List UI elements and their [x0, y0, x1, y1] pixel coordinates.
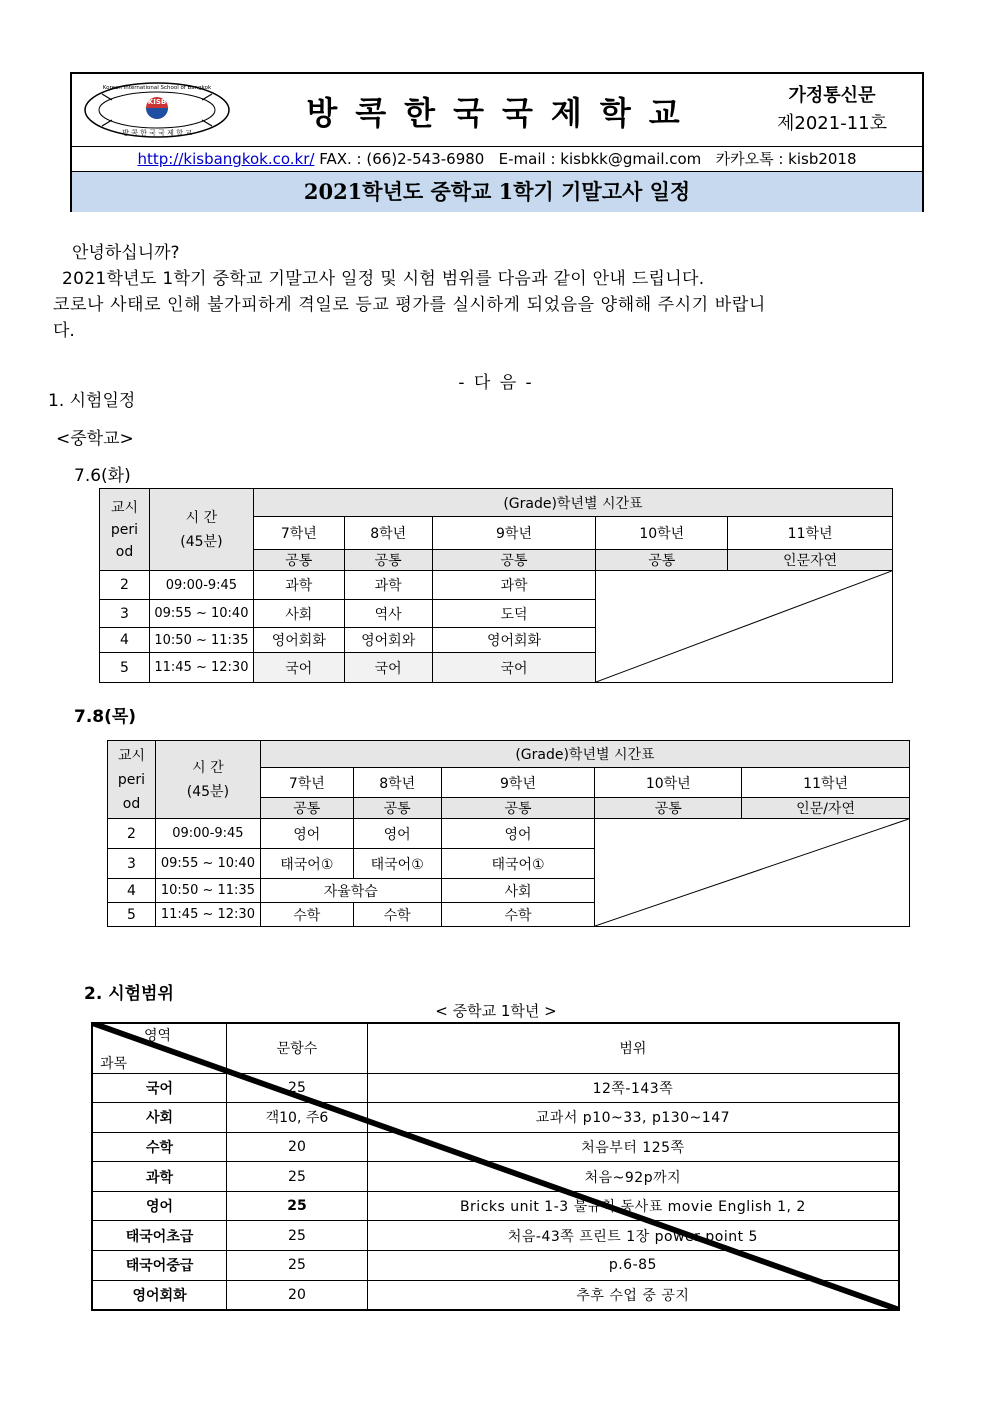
subject-cell: 영어회와 [344, 628, 432, 653]
newsletter-info [762, 82, 902, 138]
period-cell: 2 [108, 819, 156, 849]
period-cell: 5 [100, 653, 150, 683]
period-cell: 4 [108, 879, 156, 903]
time-cell: 10:50 ~ 11:35 [149, 628, 253, 653]
section-1-title: 1. 시험일정 [48, 391, 136, 411]
subject-cell: 과학 [92, 1162, 227, 1192]
range-cell: Bricks unit 1-3 불규칙 동사표 movie English 1, 2 [367, 1191, 899, 1221]
range-cell: p.6-85 [367, 1251, 899, 1281]
range-cell: 처음~92p까지 [367, 1162, 899, 1192]
header-grade: (Grade)학년별 시간표 [260, 741, 909, 768]
header-count: 문항수 [227, 1023, 368, 1073]
logo-center-text: KISB [147, 98, 167, 106]
subject-cell: 국어 [253, 653, 344, 683]
period-cell: 3 [108, 849, 156, 879]
subject-cell: 사회 [92, 1103, 227, 1133]
subject-cell: 수학 [260, 903, 353, 927]
subject-cell: 사회 [441, 879, 595, 903]
grade-header: 9학년 [441, 768, 595, 798]
track-header: 인문/자연 [742, 798, 910, 819]
track-header: 공통 [353, 798, 441, 819]
grade-header: 8학년 [353, 768, 441, 798]
range-caption: < 중학교 1학년 > [435, 1002, 557, 1020]
header-time: 시 간 (45분) [149, 489, 253, 571]
grade-header: 7학년 [253, 517, 344, 550]
range-cell: 처음-43쪽 프린트 1장 power point 5 [367, 1221, 899, 1251]
subject-cell: 국어 [92, 1073, 227, 1103]
subject-cell: 사회 [253, 600, 344, 628]
subject-cell: 과학 [253, 571, 344, 600]
subject-cell: 수학 [353, 903, 441, 927]
track-header: 공통 [595, 798, 742, 819]
subject-cell: 수학 [441, 903, 595, 927]
intro-line-1: 2021학년도 1학기 중학교 기말고사 일정 및 시험 범위를 다음과 같이 안내 드립니다. [62, 269, 705, 289]
school-name: 방콕한국국제학교 [306, 94, 698, 132]
time-cell: 10:50 ~ 11:35 [155, 879, 260, 903]
intro-line-2: 코로나 사태로 인해 불가피하게 격일로 등교 평가를 실시하게 되었음을 양해해 주시기 바랍니 [53, 295, 766, 315]
track-header: 공통 [596, 550, 728, 571]
time-cell: 09:00-9:45 [155, 819, 260, 849]
header-grade: (Grade)학년별 시간표 [253, 489, 892, 517]
contact-row [72, 147, 922, 172]
schedule-row [108, 819, 910, 849]
count-cell: 25 [227, 1162, 368, 1192]
empty-diagonal-cell [595, 819, 910, 927]
track-header: 인문자연 [728, 550, 893, 571]
header-period: 교시 period [108, 741, 156, 819]
issue-number: 제2021-11호 [777, 113, 887, 134]
subject-cell: 과학 [344, 571, 432, 600]
subject-cell: 역사 [344, 600, 432, 628]
count-cell: 20 [227, 1132, 368, 1162]
period-cell: 2 [100, 571, 150, 600]
header-area: 영역 [144, 1028, 172, 1044]
logo-bottom-text: 방 콕 한 국 국 제 학 교 [122, 129, 192, 137]
track-header: 공통 [432, 550, 596, 571]
schedule-table-day1 [99, 488, 893, 683]
range-table [91, 1022, 900, 1311]
grade-header: 8학년 [344, 517, 432, 550]
track-header: 공통 [344, 550, 432, 571]
subject-cell: 과학 [432, 571, 596, 600]
empty-diagonal-cell [596, 571, 893, 683]
track-header: 공통 [441, 798, 595, 819]
track-header: 공통 [253, 550, 344, 571]
time-cell: 09:55 ~ 10:40 [155, 849, 260, 879]
school-logo [82, 80, 232, 140]
contact-info: FAX. : (66)2-543-6980 E-mail : kisbkk@gmail.com 카카오톡 : kisb2018 [319, 150, 857, 168]
time-cell: 09:55 ~ 10:40 [149, 600, 253, 628]
subject-cell: 태국어① [353, 849, 441, 879]
website-link[interactable]: http://kisbangkok.co.kr/ [137, 150, 315, 168]
count-cell: 20 [227, 1280, 368, 1310]
section-1-sub: <중학교> [56, 429, 134, 449]
time-cell: 09:00-9:45 [149, 571, 253, 600]
subject-cell: 자율학습 [260, 879, 441, 903]
grade-header: 7학년 [260, 768, 353, 798]
period-cell: 5 [108, 903, 156, 927]
header-area-subject [92, 1023, 227, 1073]
range-cell: 처음부터 125쪽 [367, 1132, 899, 1162]
day1-date: 7.6(화) [74, 466, 131, 486]
grade-header: 9학년 [432, 517, 596, 550]
subject-cell: 영어회화 [253, 628, 344, 653]
document-title: 2021학년도 중학교 1학기 기말고사 일정 [72, 172, 922, 212]
grade-header: 10학년 [596, 517, 728, 550]
period-cell: 4 [100, 628, 150, 653]
subject-cell: 태국어중급 [92, 1251, 227, 1281]
subject-cell: 태국어① [441, 849, 595, 879]
time-cell: 11:45 ~ 12:30 [155, 903, 260, 927]
count-cell: 25 [227, 1251, 368, 1281]
header-top-row [72, 74, 922, 147]
newsletter-header [70, 72, 924, 212]
grade-header: 11학년 [728, 517, 893, 550]
header-range: 범위 [367, 1023, 899, 1073]
header-period: 교시 period [100, 489, 150, 571]
count-cell: 25 [227, 1221, 368, 1251]
subject-cell: 영어 [260, 819, 353, 849]
subject-cell: 수학 [92, 1132, 227, 1162]
track-header: 공통 [260, 798, 353, 819]
subject-cell: 영어 [441, 819, 595, 849]
intro-line-3: 다. [53, 321, 75, 341]
subject-cell: 도덕 [432, 600, 596, 628]
subject-cell: 국어 [344, 653, 432, 683]
range-cell: 교과서 p10~33, p130~147 [367, 1103, 899, 1133]
schedule-row [100, 571, 893, 600]
subject-cell: 국어 [432, 653, 596, 683]
logo-top-text: Korean International School of Bangkok [102, 85, 212, 91]
count-cell: 25 [227, 1073, 368, 1103]
section-2-title: 2. 시험범위 [84, 984, 174, 1004]
header-time: 시 간 (45분) [155, 741, 260, 819]
day2-date: 7.8(목) [74, 707, 137, 727]
range-cell: 12쪽-143쪽 [367, 1073, 899, 1103]
header-subject: 과목 [100, 1056, 128, 1072]
next-marker: - 다 음 - [458, 373, 534, 393]
count-cell: 객10, 주6 [227, 1103, 368, 1133]
range-cell: 추후 수업 중 공지 [367, 1280, 899, 1310]
count-cell: 25 [227, 1191, 368, 1221]
greeting: 안녕하십니까? [72, 243, 180, 263]
subject-cell: 영어회화 [432, 628, 596, 653]
subject-cell: 영어 [92, 1191, 227, 1221]
grade-header: 11학년 [742, 768, 910, 798]
subject-cell: 태국어① [260, 849, 353, 879]
time-cell: 11:45 ~ 12:30 [149, 653, 253, 683]
period-cell: 3 [100, 600, 150, 628]
grade-header: 10학년 [595, 768, 742, 798]
subject-cell: 태국어초급 [92, 1221, 227, 1251]
subject-cell: 영어회화 [92, 1280, 227, 1310]
schedule-table-day2 [107, 740, 910, 927]
newsletter-type: 가정통신문 [788, 85, 876, 106]
subject-cell: 영어 [353, 819, 441, 849]
